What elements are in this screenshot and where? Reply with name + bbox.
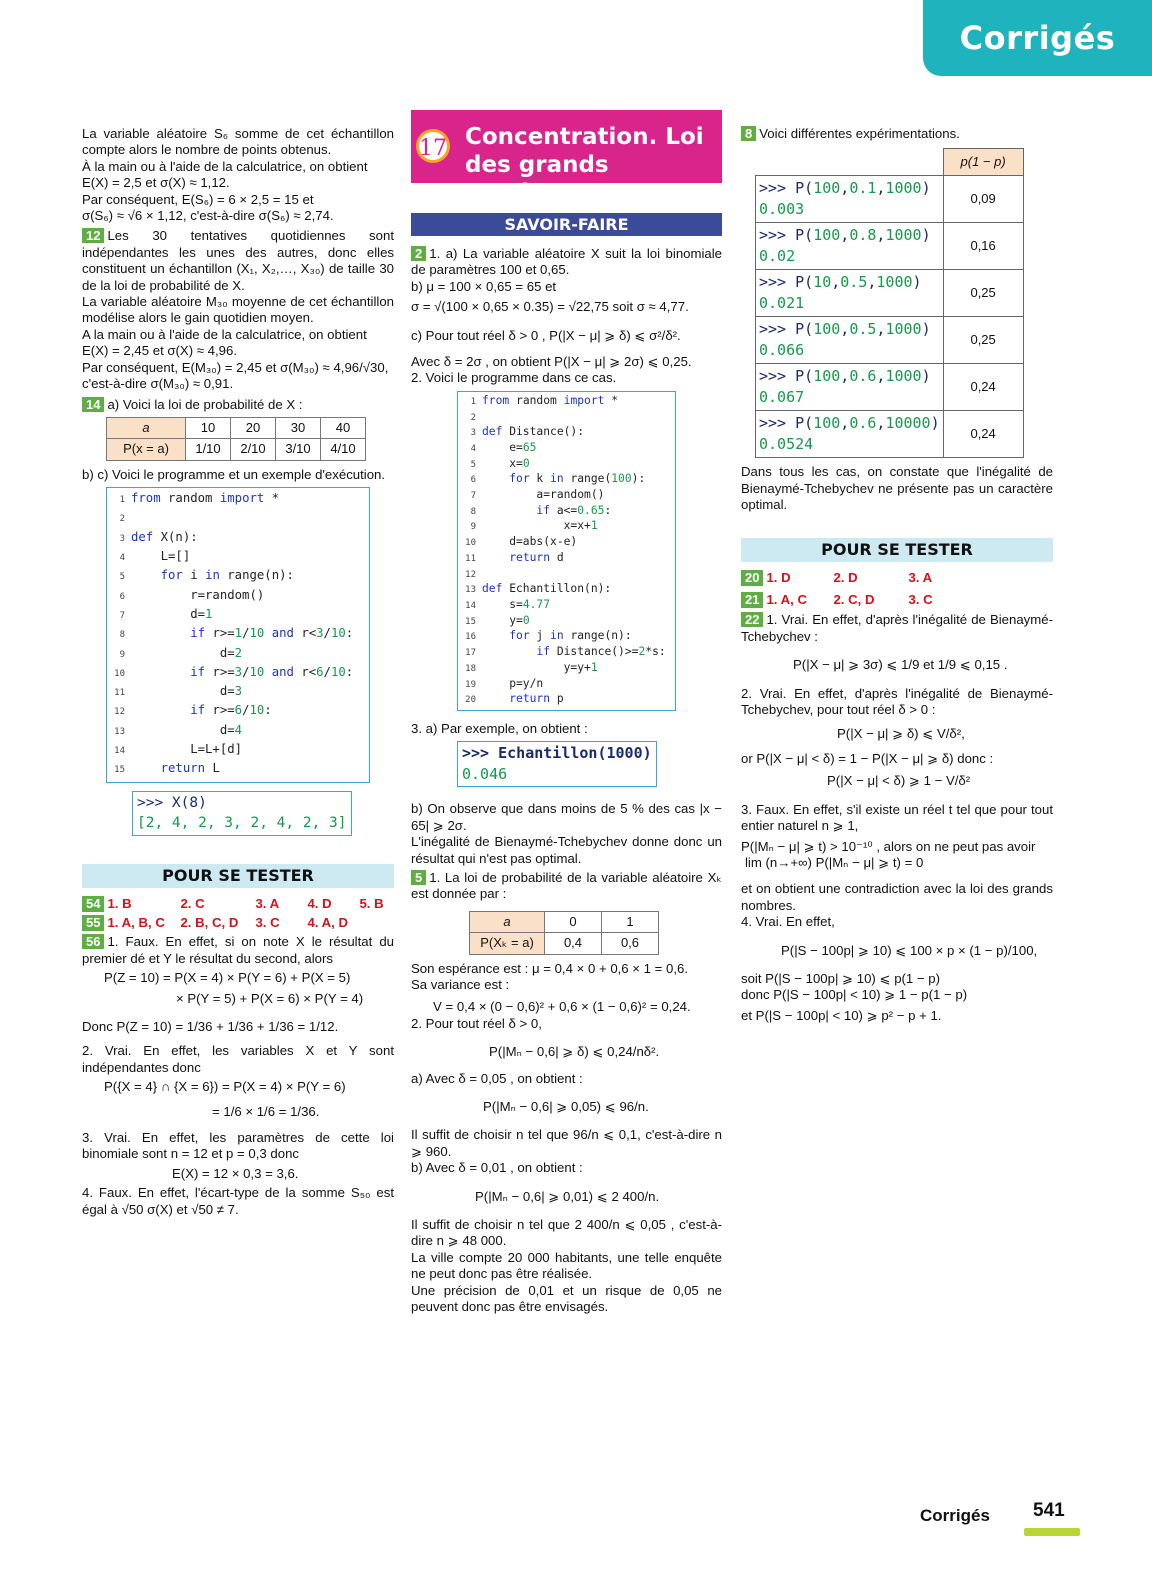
- command-cell: >>> P(100,0.5,1000) 0.066: [756, 317, 944, 364]
- value-cell: 0,09: [943, 176, 1023, 223]
- text: 4. Vrai. En effet,: [741, 914, 835, 930]
- command-cell: >>> P(100,0.6,10000) 0.0524: [756, 411, 944, 458]
- text: b) Avec δ = 0,01 , on obtient :: [411, 1160, 583, 1176]
- equation: soit P(|S − 100p| ⩾ 10) ⩽ p(1 − p): [741, 970, 941, 986]
- code-line: 12 if r>=6/10:: [114, 703, 272, 718]
- equation: P(|Mₙ − 0,6| ⩾ 0,05) ⩽ 96/n.: [483, 1099, 649, 1114]
- code-line: 4 L=[]: [119, 549, 191, 564]
- text: Par conséquent, E(S₆) = 6 × 2,5 = 15 et: [82, 191, 314, 207]
- text: Une précision de 0,01 et un risque de 0,05 ne peuvent donc pas être envisagés.: [411, 1282, 722, 1315]
- answer: 2. C: [180, 895, 205, 911]
- equation: et P(|S − 100p| < 10) ⩾ p² − p + 1.: [741, 1007, 942, 1023]
- exercise-number: 56: [82, 934, 104, 949]
- chapter-number: 17: [416, 129, 450, 163]
- command-cell: >>> P(100,0.8,1000) 0.02: [756, 223, 944, 270]
- exercise-number: 14: [82, 397, 104, 412]
- code-line: 20 return p: [465, 692, 564, 706]
- text: b) c) Voici le programme et un exemple d'exécution.: [82, 466, 386, 482]
- chapter-banner: [411, 110, 722, 206]
- column-2: [411, 126, 722, 1315]
- equation: σ = √(100 × 0,65 × 0.35) = √22,75 soit σ ≈ 4,77.: [411, 299, 689, 315]
- command-cell: >>> P(10,0.5,1000) 0.021: [756, 270, 944, 317]
- table-row: [756, 270, 1024, 317]
- table-cell: 4/10: [321, 439, 366, 460]
- table-header: P(Xₖ = a): [470, 933, 545, 954]
- equation: P(|Mₙ − 0,6| ⩾ δ) ⩽ 0,24/nδ².: [489, 1044, 660, 1060]
- code-line: 5 x=0: [470, 456, 530, 470]
- command-cell: >>> P(100,0.6,1000) 0.067: [756, 364, 944, 411]
- table-cell: 1: [602, 911, 659, 932]
- value-cell: 0,16: [943, 223, 1023, 270]
- code-line: 16 for j in range(n):: [465, 629, 632, 643]
- code-line: 11 d=3: [114, 684, 243, 699]
- text: 1. Faux. En effet, si on note X le résultat du premier dé et Y le résultat du second, alors: [82, 934, 394, 966]
- equation: lim (n→+∞) P(|Mₙ − μ| ⩾ t) = 0: [745, 854, 924, 870]
- code-line: 9 x=x+1: [470, 519, 598, 533]
- text: E(X) = 2,5 et σ(X) ≈ 1,12.: [82, 175, 230, 191]
- chapter-title: Concentration. Loi des grands nombres: [465, 124, 704, 206]
- text: Il suffit de choisir n tel que 2 400/n ⩽ 0,05 , c'est-à-dire n ⩾ 48 000.: [411, 1217, 722, 1249]
- probability-table: [106, 417, 366, 461]
- text: 3. Vrai. En effet, les paramètres de cette loi binomiale sont n = 12 et p = 0,3 donc: [82, 1130, 394, 1162]
- text: Par conséquent, E(M₃₀) = 2,45 et σ(M₃₀) ≈ 4,96/√30,: [82, 359, 389, 375]
- text: c'est-à-dire σ(M₃₀) ≈ 0,91.: [82, 376, 234, 392]
- table-row: [756, 364, 1024, 411]
- command-cell: >>> P(100,0.1,1000) 0.003: [756, 176, 944, 223]
- answer: 3. A: [908, 569, 933, 585]
- code-line: 8 if r>=1/10 and r<3/10:: [119, 626, 354, 641]
- answer: 1. A, B, C: [107, 914, 165, 930]
- equation: P({X = 4} ∩ {X = 6}) = P(X = 4) × P(Y = 6): [104, 1079, 346, 1095]
- text: 1. Vrai. En effet, d'après l'inégalité de Bienaymé-Tchebychev :: [741, 612, 1053, 644]
- answer: 2. C, D: [833, 592, 875, 608]
- value-cell: 0,25: [943, 270, 1023, 317]
- equation: P(|X − μ| < δ) ⩾ 1 − V/δ²: [827, 773, 971, 789]
- text: σ(S₆) ≈ √6 × 1,12, c'est-à-dire σ(S₆) ≈ 2,74.: [82, 208, 334, 224]
- code-listing: [457, 391, 676, 711]
- exercise-number: 22: [741, 612, 763, 627]
- text: 2. Vrai. En effet, les variables X et Y sont indépendantes donc: [82, 1043, 394, 1075]
- text: La ville compte 20 000 habitants, une telle enquête ne peut donc pas être réalisée.: [411, 1249, 722, 1282]
- answers-56: [82, 934, 394, 967]
- answers-22: [741, 612, 1053, 645]
- table-header: a: [470, 911, 545, 932]
- equation: Donc P(Z = 10) = 1/36 + 1/36 + 1/36 = 1/12.: [82, 1019, 339, 1035]
- equation: c) Pour tout réel δ > 0 , P(|X − μ| ⩾ δ) ⩽ σ²/δ².: [411, 327, 681, 343]
- exercise-number: 8: [741, 126, 756, 141]
- code-line: 18 y=y+1: [465, 660, 598, 674]
- answer: 1. A, C: [766, 592, 808, 608]
- page-number: 541: [1033, 1500, 1065, 1521]
- code-output: [132, 791, 394, 836]
- code-line: 11 return d: [465, 550, 564, 564]
- code-line: 7 d=1: [119, 606, 213, 621]
- answer: 4. A, D: [307, 914, 349, 930]
- text: À la main ou à l'aide de la calculatrice, on obtient: [82, 158, 368, 174]
- value-cell: 0,24: [943, 411, 1023, 458]
- code-line: 3 def Distance():: [470, 425, 585, 439]
- table-header: p(1 − p): [943, 149, 1023, 176]
- code-line: 5 for i in range(n):: [119, 568, 294, 583]
- text: E(X) = 2,45 et σ(X) ≈ 4,96.: [82, 343, 238, 359]
- equation: P(|Mₙ − 0,6| ⩾ 0,01) ⩽ 2 400/n.: [475, 1188, 660, 1204]
- probability-table: [469, 911, 659, 955]
- answers-54: [82, 896, 394, 912]
- table-cell: 20: [231, 417, 276, 438]
- code-line: 17 if Distance()>=2*s:: [465, 645, 666, 659]
- code-line: 14 L=L+[d]: [114, 741, 243, 756]
- table-cell: 3/10: [276, 439, 321, 460]
- text: 2. Vrai. En effet, d'après l'inégalité de Bienaymé-Tchebychev, pour tout réel δ > 0 :: [741, 685, 1053, 718]
- equation: × P(Y = 5) + P(X = 6) × P(Y = 4): [176, 990, 364, 1006]
- code-line: 2: [470, 412, 476, 423]
- text: 2. Pour tout réel δ > 0,: [411, 1015, 542, 1031]
- text: 1. a) La variable aléatoire X suit la loi binomiale de paramètres 100 et 0,65.: [411, 246, 722, 278]
- exercise-number: 2: [411, 246, 426, 261]
- table-row: [756, 411, 1024, 458]
- code-line: 7 a=random(): [470, 488, 605, 502]
- answers-55: [82, 915, 394, 931]
- exercise-number: 12: [82, 228, 104, 243]
- equation: = 1/6 × 1/6 = 1/36.: [212, 1103, 320, 1119]
- answer: 2. B, C, D: [180, 914, 239, 930]
- text: b) μ = 100 × 0,65 = 65 et: [411, 278, 557, 294]
- text: 4. Faux. En effet, l'écart-type de la somme S₅₀ est égal à √50 σ(X) et √50 ≠ 7.: [82, 1185, 394, 1217]
- code-line: 1 from random import *: [470, 393, 619, 407]
- exercise-5: [411, 870, 722, 903]
- answers-20: [741, 570, 1053, 586]
- code-line: 6 for k in range(100):: [470, 472, 646, 486]
- code-line: 13 d=4: [114, 722, 243, 737]
- table-header: a: [107, 417, 186, 438]
- output-command: >>> X(8): [137, 794, 207, 811]
- code-line: 3 def X(n):: [119, 529, 198, 544]
- text: 3. a) Par exemple, on obtient :: [411, 720, 588, 736]
- text: Les 30 tentatives quotidiennes sont indépendantes les unes des autres, donc elles constituent un échantillon (X₁, X₂,…, X₃₀) de taille 30 de la loi de probabilité de X.: [82, 228, 394, 293]
- table-cell: 1/10: [186, 439, 231, 460]
- output-box: [457, 741, 657, 787]
- section-heading: SAVOIR-FAIRE: [411, 213, 722, 236]
- output-result: 0.046: [462, 765, 508, 784]
- equation: V = 0,4 × (0 − 0,6)² + 0,6 × (1 − 0,6)² = 0,24.: [433, 999, 691, 1015]
- text: La variable aléatoire S₆ somme de cet échantillon compte alors le nombre de points obtenus.: [82, 126, 394, 158]
- code-line: 12: [465, 569, 476, 580]
- output-result: [2, 4, 2, 3, 2, 4, 2, 3]: [137, 815, 347, 832]
- code-line: 19 p=y/n: [465, 676, 544, 690]
- table-cell: 30: [276, 417, 321, 438]
- section-heading: POUR SE TESTER: [82, 864, 394, 888]
- output-command: >>> Echantillon(1000): [462, 744, 652, 763]
- exercise-number: 21: [741, 592, 763, 608]
- text: La variable aléatoire M₃₀ moyenne de cet échantillon modélise alors le gain quotidien moyen.: [82, 294, 394, 326]
- code-listing: [106, 487, 370, 782]
- equation: P(|X − μ| ⩾ δ) ⩽ V/δ²,: [837, 726, 965, 742]
- value-cell: 0,24: [943, 364, 1023, 411]
- table-row: [756, 317, 1024, 364]
- exercise-2: [411, 246, 722, 279]
- exercise-8: [741, 126, 1053, 142]
- table-cell: 0,4: [545, 933, 602, 954]
- answer: 1. D: [766, 569, 791, 585]
- code-line: 15 y=0: [465, 613, 530, 627]
- table-cell: 0,6: [602, 933, 659, 954]
- column-1: [82, 126, 394, 1218]
- answers-21: [741, 592, 1053, 608]
- equation: donc P(|S − 100p| < 10) ⩾ 1 − p(1 − p): [741, 987, 968, 1003]
- table-header: P(x = a): [107, 439, 186, 460]
- code-line: 10 d=abs(x-e): [465, 535, 578, 549]
- text: A la main ou à l'aide de la calculatrice, on obtient: [82, 326, 367, 342]
- text: or P(|X − μ| < δ) = 1 − P(|X − μ| ⩾ δ) donc :: [741, 750, 994, 766]
- text: Sa variance est :: [411, 976, 510, 992]
- table-row: [756, 176, 1024, 223]
- text: a) Voici la loi de probabilité de X :: [107, 396, 303, 412]
- table-cell: 40: [321, 417, 366, 438]
- equation: E(X) = 12 × 0,3 = 3,6.: [172, 1165, 299, 1181]
- equation: Avec δ = 2σ , on obtient P(|X − μ| ⩾ 2σ) ⩽ 0,25.: [411, 354, 692, 370]
- exercise-number: 55: [82, 915, 104, 931]
- text: L'inégalité de Bienaymé-Tchebychev donne donc un résultat qui n'est pas optimal.: [411, 834, 722, 866]
- code-line: 10 if r>=3/10 and r<6/10:: [114, 664, 354, 679]
- code-line: 1 from random import *: [119, 491, 280, 506]
- code-line: 6 r=random(): [119, 587, 265, 602]
- exercise-number: 54: [82, 896, 104, 912]
- answer: 3. C: [255, 914, 280, 930]
- footer-label: Corrigés: [920, 1506, 990, 1525]
- value-cell: 0,25: [943, 317, 1023, 364]
- text: 1. La loi de probabilité de la variable aléatoire Xₖ est donnée par :: [411, 869, 722, 902]
- code-line: 8 if a<=0.65:: [470, 503, 612, 517]
- text: Voici différentes expérimentations.: [759, 126, 960, 141]
- exercise-14: [82, 397, 394, 413]
- text: et on obtient une contradiction avec la loi des grands nombres.: [741, 881, 1053, 913]
- equation: P(|S − 100p| ⩾ 10) ⩽ 100 × p × (1 − p)/100,: [781, 942, 1038, 958]
- exercise-12: [82, 228, 394, 294]
- text: b) On observe que dans moins de 5 % des cas |x − 65| ⩾ 2σ.: [411, 801, 722, 833]
- answer: 1. B: [107, 895, 132, 911]
- equation: P(|X − μ| ⩾ 3σ) ⩽ 1/9 et 1/9 ⩽ 0,15 .: [793, 657, 1008, 673]
- answer: 4. D: [307, 895, 332, 911]
- table-row: [756, 223, 1024, 270]
- experiments-table: [755, 148, 1024, 458]
- table-cell: 2/10: [231, 439, 276, 460]
- answer: 3. A: [255, 895, 280, 911]
- text: Dans tous les cas, on constate que l'inégalité de Bienaymé-Tchebychev ne présente pas un caractère optimal.: [741, 464, 1053, 513]
- answer: 2. D: [833, 569, 858, 585]
- exercise-number: 5: [411, 870, 426, 885]
- column-3: [741, 126, 1053, 1024]
- code-line: 13 def Echantillon(n):: [465, 582, 612, 596]
- code-line: 4 e=65: [470, 440, 537, 454]
- output-box: [132, 791, 352, 836]
- section-heading: POUR SE TESTER: [741, 538, 1053, 562]
- answer: 3. C: [908, 592, 933, 608]
- equation: P(Z = 10) = P(X = 4) × P(Y = 6) + P(X = 5): [104, 970, 351, 986]
- code-line: 9 d=2: [119, 645, 243, 660]
- section-tab: Corrigés: [923, 0, 1152, 76]
- text: 3. Faux. En effet, s'il existe un réel t tel que pour tout entier naturel n ⩾ 1,: [741, 801, 1053, 834]
- code-line: 15 return L: [114, 761, 220, 776]
- text: Son espérance est : μ = 0,4 × 0 + 0,6 × 1 = 0,6.: [411, 960, 689, 976]
- text: Il suffit de choisir n tel que 96/n ⩽ 0,1, c'est-à-dire n ⩾ 960.: [411, 1127, 722, 1159]
- code-line: 14 s=4.77: [465, 597, 551, 611]
- answer: 5. B: [359, 895, 384, 911]
- text: a) Avec δ = 0,05 , on obtient :: [411, 1070, 583, 1086]
- code-line: 2: [119, 514, 125, 525]
- exercise-number: 20: [741, 570, 763, 586]
- page-number-underline: [1024, 1528, 1080, 1536]
- table-cell: 0: [545, 911, 602, 932]
- code-output: [457, 741, 722, 787]
- table-cell: 10: [186, 417, 231, 438]
- text: 2. Voici le programme dans ce cas.: [411, 370, 617, 386]
- equation: P(|Mₙ − μ| ⩾ t) > 10⁻¹⁰ , alors on ne peut pas avoir: [741, 838, 1036, 854]
